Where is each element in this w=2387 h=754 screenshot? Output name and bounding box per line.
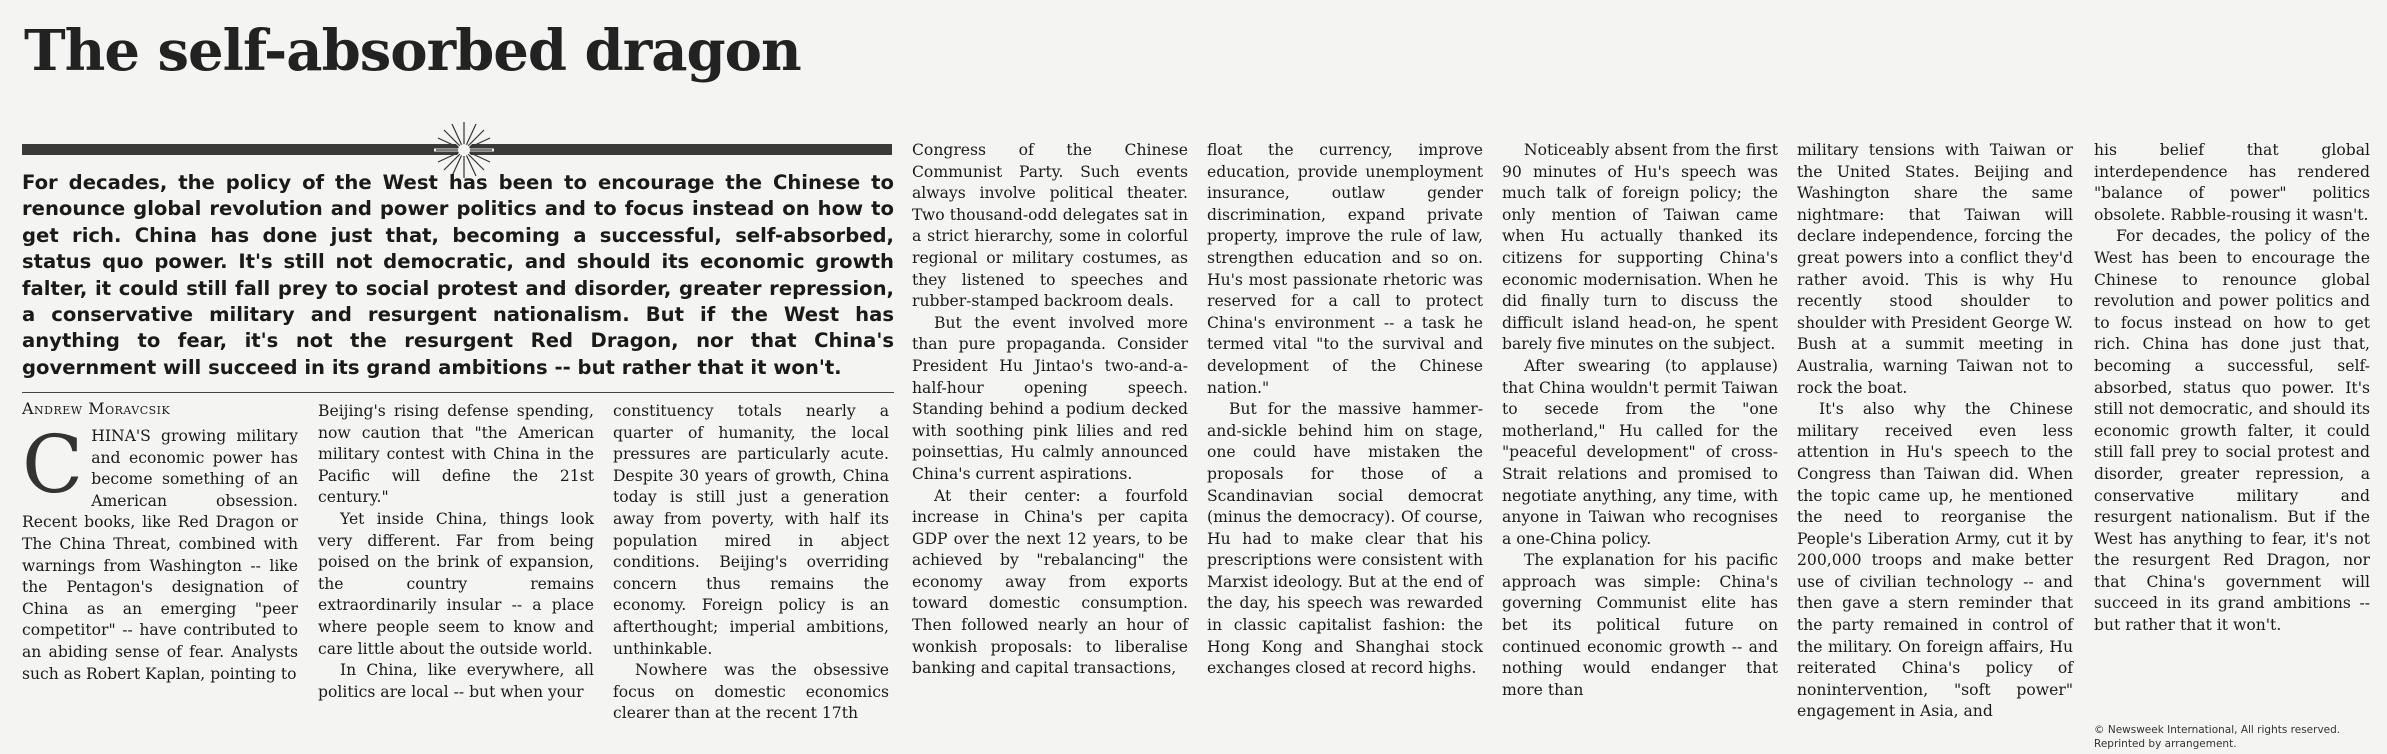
paragraph: But for the massive hammer-and-sickle behind him on stage, one could have mistaken the proposals for those of a Scandinavian social democrat (minus the democracy). Of course, Hu had to make clear that his prescriptions were consistent with Marxist ideology. But at the end of the day, his speech was rewarded in classic capitalist fashion: the Hong Kong and Shanghai stock exchanges closed at record highs. [1207, 400, 1483, 678]
paragraph: Congress of the Chinese Communist Party. Such events always involve political theater. Two thousand-odd delegates sat in a strict hierarchy, some in colorful regional or military costumes, as they listened to speeches and rubber-stamped backroom deals. [912, 141, 1188, 311]
article-column-2 [318, 401, 594, 703]
article-deck: For decades, the policy of the West has been to encourage the Chinese to renounce global revolution and power politics and to focus instead on how to get rich. China has done just that, becoming a successful, self-absorbed, status quo power. It's still not democratic, and should its economic growth falter, it could still fall prey to social protest and disorder, greater repression, a conservative military and resurgent nationalism. But if the West has anything to fear, it's not the resurgent Red Dragon, nor that China's government will succeed in its grand ambitions -- but rather that it won't. [22, 171, 894, 379]
paragraph: Noticeably absent from the first 90 minutes of Hu's speech was much talk of foreign policy; the only mention of Taiwan came when Hu actually thanked its citizens for supporting China's economic modernisation. When he did finally turn to discuss the difficult island head-on, he spent barely five minutes on the subject. [1502, 141, 1778, 354]
paragraph: It's also why the Chinese military received even less attention in Hu's speech to the Congress than Taiwan did. When the topic came up, he mentioned the need to reorganise the People's Liberation Army, cut it by 200,000 troops and make better use of civilian technology -- and then gave a stern reminder that the party remained in control of the military. On foreign affairs, Hu reiterated China's policy of nonintervention, "soft power" engagement in Asia, and [1797, 400, 2073, 721]
article-column-5 [1207, 140, 1483, 680]
article-column-3 [613, 401, 889, 725]
byline: Andrew Moravcsik [22, 399, 171, 418]
article-column-7 [1797, 140, 2073, 723]
article-column-1 [22, 418, 298, 685]
paragraph: Yet inside China, things look very different. Far from being poised on the brink of expansion, the country remains extraordinarily insular -- a place where people seem to know and care little about the outside world. [318, 509, 594, 658]
paragraph: After swearing (to applause) that China wouldn't permit Taiwan to secede from the "one motherland," Hu called for the "peaceful development" of cross-Strait relations and promised to negotiate anything, any time, with anyone in Taiwan who recognises a one-China policy. [1502, 356, 1778, 548]
article-column-6 [1502, 140, 1778, 701]
paragraph: Beijing's rising defense spending, now caution that "the American military contest with China in the Pacific will define the 21st century." [318, 402, 594, 507]
paragraph: But the event involved more than pure propaganda. Consider President Hu Jintao's two-and-a-half-hour opening speech. Standing behind a podium decked with soothing pink lilies and red poinsettias, Hu calmly announced China's current aspirations. [912, 313, 1188, 483]
article-column-4 [912, 140, 1188, 680]
paragraph: The explanation for his pacific approach was simple: China's governing Communist elite has bet its political future on continued economic growth -- and nothing would endanger that more than [1502, 551, 1778, 699]
paragraph: constituency totals nearly a quarter of humanity, the local pressures are particularly acute. Despite 30 years of growth, China today is still just a generation away from poverty, with half its population mired in abject conditions. Beijing's overriding concern thus remains the economy. Foreign policy is an afterthought; imperial ambitions, unthinkable. [613, 402, 889, 658]
headline: The self-absorbed dragon [24, 18, 801, 84]
copyright-notice: © Newsweek International, All rights reserved. Reprinted by arrangement. [2094, 724, 2341, 750]
paragraph: CHINA'S growing military and economic power has become something of an American obsession. Recent books, like Red Dragon or The China Threat, combined with warnings from Washington -- like the Pentagon's designation of China as an emerging "peer competitor" -- have contributed to an abiding sense of fear. Analysts such as Robert Kaplan, pointing to [22, 418, 298, 683]
paragraph: At their center: a fourfold increase in China's per capita GDP over the next 12 years, to be achieved by "rebalancing" the economy away from exports toward domestic consumption. Then followed nearly an hour of wonkish proposals: to liberalise banking and capital transactions, [912, 486, 1188, 678]
paragraph: his belief that global interdependence has rendered "balance of power" politics obsolete. Rabble-rousing it wasn't. [2094, 141, 2370, 224]
deck-divider [22, 392, 894, 393]
paragraph: For decades, the policy of the West has been to encourage the Chinese to renounce global revolution and power politics and to focus instead on how to get rich. China has done just that, becoming a successful, self-absorbed, status quo power. It's still not democratic, and should its economic growth falter, it could still fall prey to social protest and disorder, greater repression, a conservative military and resurgent nationalism. But if the West has anything to fear, it's not the resurgent Red Dragon, nor that China's government will succeed in its grand ambitions -- but rather that it won't. [2094, 227, 2370, 635]
article-column-8 [2094, 140, 2370, 637]
paragraph: military tensions with Taiwan or the United States. Beijing and Washington share the same nightmare: that Taiwan will declare independence, forcing the great powers into a conflict they'd rather avoid. This is why Hu recently stood shoulder to shoulder with President George W. Bush at a summit meeting in Australia, warning Taiwan not to rock the boat. [1797, 141, 2073, 397]
paragraph: float the currency, improve education, provide unemployment insurance, outlaw gender discrimination, expand private property, improve the rule of law, strengthen education and so on. Hu's most passionate rhetoric was reserved for a call to protect China's environment -- a task he termed vital "to the survival and development of the Chinese nation." [1207, 141, 1483, 397]
drop-cap: C [22, 418, 84, 511]
paragraph: In China, like everywhere, all politics are local -- but when your [318, 661, 594, 701]
paragraph: Nowhere was the obsessive focus on domestic economics clearer than at the recent 17th [613, 661, 889, 723]
